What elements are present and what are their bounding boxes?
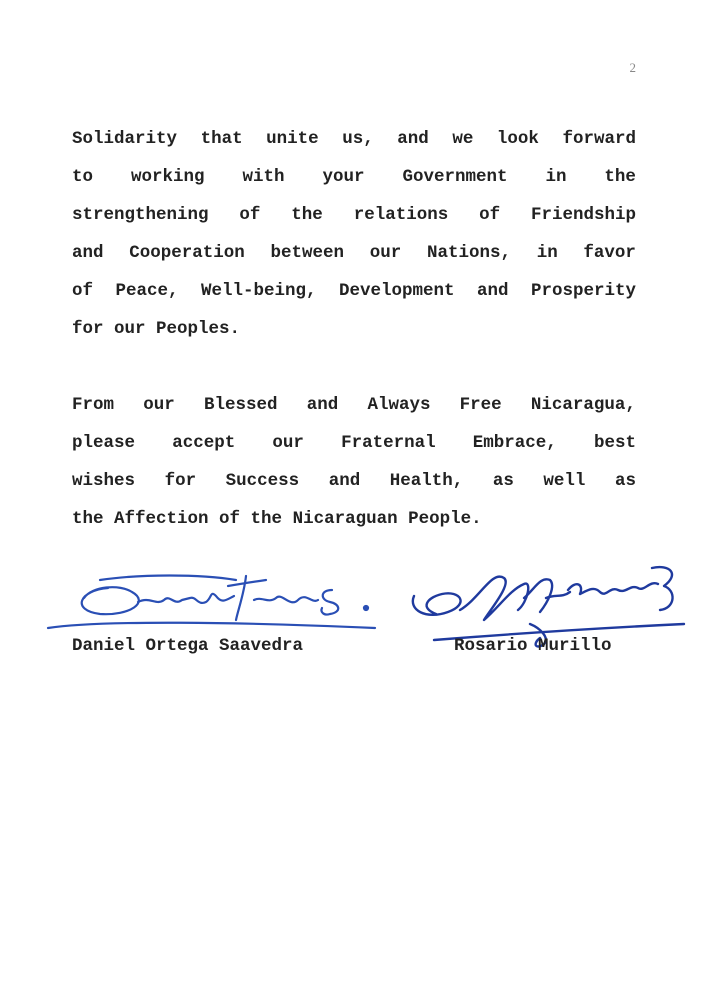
text-line: to working with your Government in the bbox=[72, 167, 636, 187]
paragraph-farewell bbox=[72, 386, 636, 538]
text-line: please accept our Fraternal Embrace, best bbox=[72, 433, 636, 453]
text-line: of Peace, Well-being, Development and Prosperity bbox=[72, 281, 636, 301]
text-line: the Affection of the Nicaraguan People. bbox=[72, 509, 482, 529]
signature-rosario-murillo bbox=[413, 567, 684, 646]
signature-block bbox=[40, 550, 700, 670]
text-line: From our Blessed and Always Free Nicaragua, bbox=[72, 395, 636, 415]
text-line: strengthening of the relations of Friendship bbox=[72, 205, 636, 225]
handwritten-signatures bbox=[40, 550, 700, 650]
text-line: and Cooperation between our Nations, in favor bbox=[72, 243, 636, 263]
page-number: 2 bbox=[629, 60, 636, 75]
signature-daniel-ortega bbox=[48, 576, 375, 629]
signer-name-2: Rosario Murillo bbox=[454, 636, 612, 656]
signer-name-1: Daniel Ortega Saavedra bbox=[72, 636, 304, 656]
text-line: Solidarity that unite us, and we look forward bbox=[72, 129, 636, 149]
text-line: for our Peoples. bbox=[72, 319, 241, 339]
text-line: wishes for Success and Health, as well as bbox=[72, 471, 636, 491]
paragraph-closing-wishes bbox=[72, 120, 636, 348]
